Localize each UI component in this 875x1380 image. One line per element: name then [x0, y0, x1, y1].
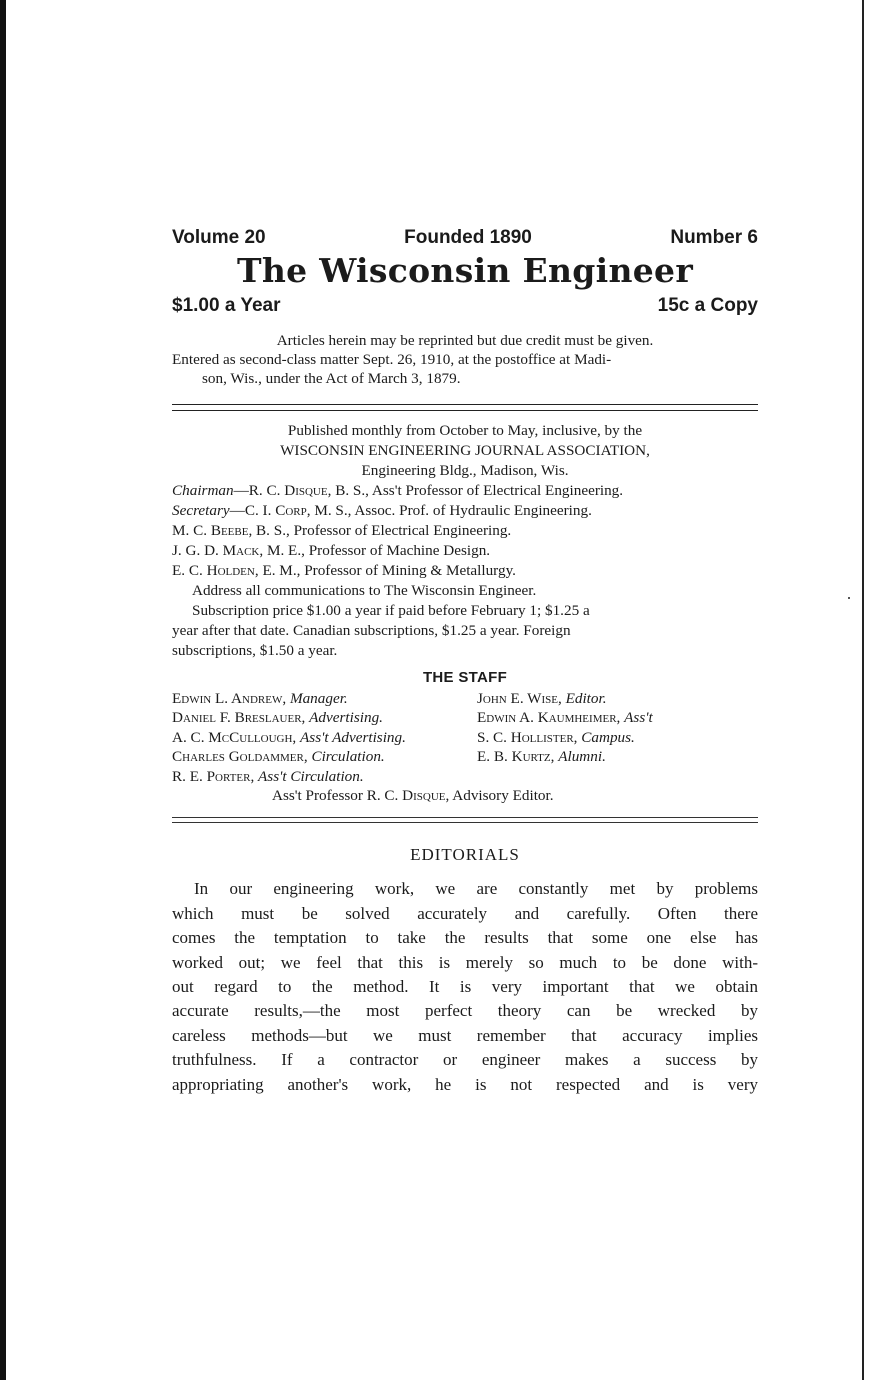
staff-name: Charles Goldammer: [172, 748, 304, 766]
editorial-line: which must be solved accurately and carefully. Often there: [172, 903, 758, 923]
staff-name: E. B. Kurtz: [477, 748, 551, 766]
staff-name: John E. Wise: [477, 690, 558, 707]
publisher-line1: Published monthly from October to May, inclusive, by the: [287, 422, 643, 439]
notices: [172, 331, 758, 388]
staff-role: Advertising.: [309, 709, 383, 727]
secretary-line: Secretary—C. I. Corp, M. S., Assoc. Prof. of Hydraulic Engineering.: [172, 502, 592, 519]
staff-row: Charles Goldammer, Circulation. E. B. Kurtz, Alumni.: [172, 748, 606, 766]
member3-name: E. C. Holden: [172, 562, 255, 579]
staff-role: Ass't Circulation.: [258, 767, 364, 785]
staff-role: Alumni.: [558, 748, 606, 766]
member1-name: M. C. Beebe: [172, 522, 249, 539]
subscription-line2: year after that date. Canadian subscriptions, $1.25 a year. Foreign: [172, 622, 571, 639]
staff-role: Campus.: [581, 728, 635, 746]
scan-left-edge: [0, 0, 6, 1380]
address-line: Address all communications to The Wisconsin Engineer.: [192, 582, 537, 599]
entered-notice-line1: Entered as second-class matter Sept. 26, 1910, at the postoffice at Madi-: [172, 351, 612, 368]
editorial-line: In our engineering work, we are constantly met by problems: [194, 879, 758, 899]
staff-row: A. C. McCullough, Ass't Advertising. S. C. Hollister, Campus.: [172, 728, 635, 746]
chairman-rest: , B. S., Ass't Professor of Electrical Engineering.: [327, 482, 624, 499]
staff-title: THE STAFF: [422, 669, 508, 686]
volume-label: Volume 20: [172, 227, 266, 248]
entered-notice-line2: son, Wis., under the Act of March 3, 1879.: [202, 370, 461, 387]
advisory-editor-line: [172, 786, 758, 805]
advisory-post: , Advisory Editor.: [445, 787, 554, 805]
price-copy: 15c a Copy: [657, 295, 758, 316]
editorial-line: out regard to the method. It is very important that we obtain: [172, 977, 758, 997]
subscription-line1: Subscription price $1.00 a year if paid before February 1; $1.25 a: [192, 602, 590, 619]
chairman-name: R. C. Disque: [248, 482, 328, 499]
staff-row: Daniel F. Breslauer, Advertising. Edwin A. Kaumheimer, Ass't: [172, 709, 653, 727]
chairman-line: Chairman—R. C. Disque, B. S., Ass't Professor of Electrical Engineering.: [172, 482, 624, 499]
publisher-block: [172, 421, 758, 661]
reprint-notice: Articles herein may be reprinted but due credit must be given.: [276, 332, 654, 349]
member1-line: [172, 521, 758, 541]
editorials-title: EDITORIALS: [410, 845, 520, 865]
advisory-name: Disque: [402, 787, 446, 805]
double-rule: [172, 404, 758, 411]
masthead-title: The Wisconsin Engineer: [236, 251, 694, 290]
subscription-line3: subscriptions, $1.50 a year.: [172, 642, 338, 659]
scan-right-edge: [862, 0, 864, 1380]
staff-role: Editor.: [565, 690, 607, 707]
price-year: $1.00 a Year: [172, 295, 281, 316]
staff-role: Circulation.: [311, 748, 385, 766]
editorial-line: accurate results,—the most perfect theory can be wrecked by: [172, 1001, 758, 1021]
header-top-row: [172, 227, 758, 249]
publisher-line3: Engineering Bldg., Madison, Wis.: [361, 462, 569, 479]
staff-role: Ass't Advertising.: [300, 728, 406, 746]
advisory-pre: Ass't Professor R. C.: [272, 787, 403, 805]
section-rule: [172, 817, 758, 823]
editorial-line: worked out; we feel that this is merely so much to be done with-: [172, 952, 758, 972]
member2-name: J. G. D. Mack: [172, 542, 260, 559]
staff-list: [172, 689, 758, 805]
secretary-role: Secretary: [172, 502, 230, 519]
scan-speck: [848, 597, 850, 599]
staff-row: Edwin L. Andrew, Manager. John E. Wise, Editor.: [172, 690, 607, 707]
member1-rest: , B. S., Professor of Electrical Engineering.: [248, 522, 512, 539]
editorial-line: appropriating another's work, he is not respected and is very: [172, 1074, 758, 1094]
staff-row: R. E. Porter, Ass't Circulation.: [172, 767, 364, 785]
member3-line: [172, 561, 758, 581]
member2-rest: , M. E., Professor of Machine Design.: [259, 542, 491, 559]
staff-name: Daniel F. Breslauer: [172, 709, 302, 727]
staff-name: Edwin L. Andrew: [172, 690, 283, 707]
member2-line: [172, 541, 758, 561]
header-price-row: [172, 295, 758, 317]
secretary-name: C. I. Corp: [244, 502, 307, 519]
secretary-rest: , M. S., Assoc. Prof. of Hydraulic Engineering.: [306, 502, 592, 519]
editorial-line: comes the temptation to take the results that some one else has: [172, 928, 758, 948]
editorial-line: careless methods—but we must remember that accuracy implies: [172, 1025, 758, 1045]
publisher-line2: WISCONSIN ENGINEERING JOURNAL ASSOCIATION,: [280, 442, 650, 459]
staff-name: R. E. Porter: [172, 767, 251, 785]
founded-label: Founded 1890: [404, 227, 532, 248]
number-label: Number 6: [670, 227, 758, 248]
staff-name: A. C. McCullough: [172, 728, 293, 746]
chairman-role: Chairman: [172, 482, 234, 499]
staff-name: Edwin A. Kaumheimer: [477, 709, 617, 727]
journal-page: [172, 222, 758, 1097]
staff-role: Manager.: [289, 690, 348, 707]
editorial-body: [172, 877, 758, 1097]
editorial-line: truthfulness. If a contractor or engineer makes a success by: [172, 1050, 758, 1070]
staff-name: S. C. Hollister: [477, 728, 574, 746]
staff-role: Ass't: [624, 709, 653, 727]
member3-rest: , E. M., Professor of Mining & Metallurgy.: [254, 562, 516, 579]
